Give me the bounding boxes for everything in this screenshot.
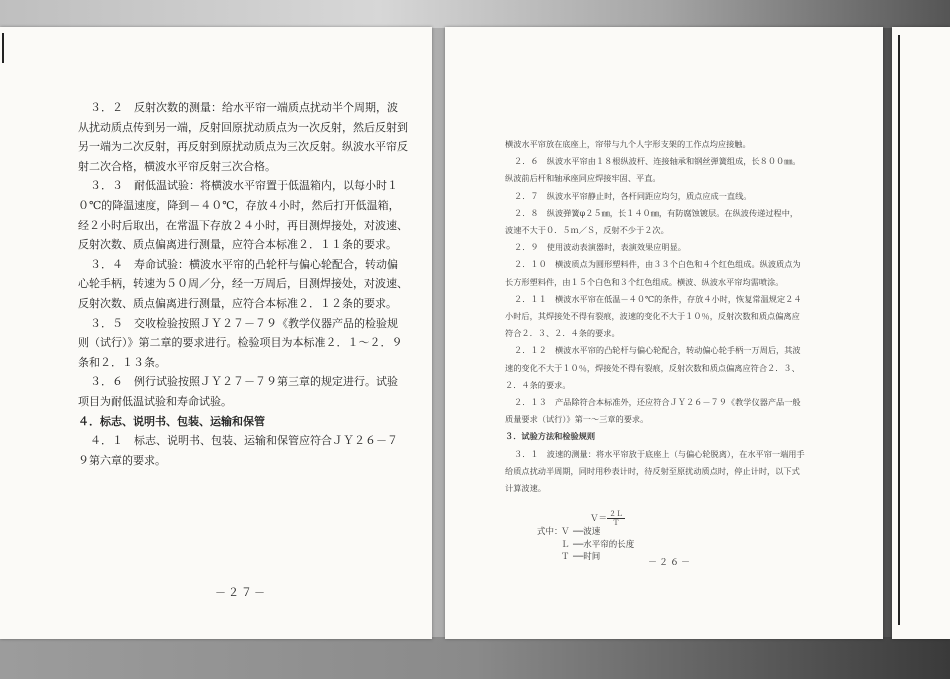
- scan-edge-mark: [2, 33, 4, 63]
- document-page-partial: [892, 27, 950, 639]
- legend-desc: ──波速: [573, 527, 601, 537]
- section-3-heading: ３．试验方法和检验规则: [505, 431, 596, 442]
- section-4-heading: ４．标志、说明书、包装、运输和保管: [78, 414, 265, 428]
- clause-3-1-text: ３．１ 波速的测量：将水平帘放于底座上（与偏心轮脱离），在水平帘一端用手给质点扰动半周期，同时用秒表计时，待反射至原扰动质点时，停止计时，以下式计算波速。: [505, 448, 805, 494]
- clause-2-6: [505, 153, 805, 187]
- clause-3-3-text: ３．３ 耐低温试验：将横波水平帘置于低温箱内，以每小时１０℃的降温速度，降到－４０℃，存放４小时，然后打开低温箱，经２小时后取出，在常温下存放２４小时，再目测焊接处，对波速、反射次数、质点偏离进行测量，应符合本标准２．１１条的要求。: [78, 179, 408, 252]
- clause-2-6-text: ２．６ 纵波水平帘由１８根纵波杆、连接轴承和钢丝弹簧组成，长８００㎜。纵波前后杆和轴承座同应焊接牢固、平直。: [505, 156, 801, 184]
- viewer-top-bar: [0, 0, 950, 28]
- clause-2-10: [505, 256, 805, 290]
- clause-4-1: [78, 431, 408, 470]
- clause-2-10-text: ２．１０ 横波质点为圆形塑料件，由３３个白色和４个红色组成。纵波质点为长方形塑料件，由１５个白色和３个红色组成。横波、纵波水平帘均需喷涂。: [505, 259, 801, 287]
- clause-2-7: [505, 188, 805, 205]
- legend-row: [537, 526, 634, 539]
- clause-3-2: [78, 98, 408, 176]
- legend-symbol: Ｔ: [561, 552, 570, 562]
- clause-2-11: [505, 291, 805, 343]
- formula-fraction: [607, 510, 625, 527]
- wave-speed-formula: [590, 510, 625, 527]
- clause-2-8-text: ２．８ 纵波弹簧φ２５㎜，长１４０㎜，有防腐蚀镀层。在纵波传递过程中，波速不大于０．５ｍ／Ｓ，反射不少于２次。: [505, 207, 799, 236]
- clause-2-13: [505, 394, 805, 428]
- viewer-bottom-bar: [0, 637, 950, 679]
- clause-2-12: [505, 342, 805, 394]
- legend-row: [537, 539, 634, 552]
- formula-numerator: ２Ｌ: [609, 510, 624, 518]
- clause-4-1-text: ４．１ 标志、说明书、包装、运输和保管应符合ＪＹ２６－７９第六章的要求。: [78, 434, 398, 467]
- clause-3-5-text: ３．５ 交收检验按照ＪＹ２７－７９《教学仪器产品的检验规则（试行）》第二章的要求进行。检验项目为本标准２．１～２．９条和２．１３条。: [78, 316, 403, 369]
- clause-2-11-text: ２．１１ 横波水平帘在低温－４０℃的条件，存放４小时，恢复常温规定２４小时后，其焊接处不得有裂痕，波速的变化不大于１０％，反射次数和质点偏离应符合２．３、２．４条的要求。: [505, 293, 802, 339]
- page-27-body: [78, 98, 408, 470]
- clause-3-5: [78, 314, 408, 373]
- clause-3-2-text: ３．２ 反射次数的测量：给水平帘一端质点扰动半个周期，波从扰动质点传到另一端，反射回原扰动质点为一次反射，然后反射到另一端为二次反射，再反射到原扰动质点为三次反射。纵波水平帘反射二次合格，横波水平帘反射三次合格。: [78, 101, 408, 173]
- clause-2-13-text: ２．１３ 产品除符合本标准外，还应符合ＪＹ２６－７９《教学仪器产品一般质量要求（试行）》第一～三章的要求。: [505, 397, 801, 425]
- clause-3-4: [78, 255, 408, 314]
- legend-prefix: 式中：: [537, 527, 563, 537]
- clause-3-6-text: ３．６ 例行试验按照ＪＹ２７－７９第三章的规定进行。试验项目为耐低温试验和寿命试验。: [78, 375, 398, 408]
- clause-3-4-text: ３．４ 寿命试验：横波水平帘的凸轮杆与偏心轮配合，转动偏心轮手柄，转速为５０周／分，经一万周后，目测焊接处，对波速、反射次数、质点偏离进行测量，应符合本标准２．１２条的要求。: [78, 257, 408, 310]
- legend-desc: ──水平帘的长度: [573, 539, 635, 550]
- clause-2-5-cont: 横波水平帘放在底座上，帘带与九个人字形支架的工作点均应接触。: [505, 139, 751, 149]
- legend-desc: ──时间: [573, 552, 601, 562]
- page-number-27: －２７－: [215, 586, 267, 599]
- legend-symbol: Ｌ: [561, 539, 570, 550]
- formula-lhs: Ｖ＝: [590, 514, 608, 524]
- clause-2-12-text: ２．１２ 横波水平帘的凸轮杆与偏心轮配合，转动偏心轮手柄一万周后，其波速的变化不大于１０％，焊接处不得有裂痕，反射次数和质点偏离应符合２．３、２．４条的要求。: [505, 345, 801, 390]
- clause-2-8: [505, 205, 805, 239]
- clause-2-9: [505, 239, 805, 256]
- legend-row: [537, 551, 634, 564]
- legend-symbol: Ｖ: [561, 527, 570, 537]
- clause-2-7-text: ２．７ 纵波水平帘静止时，各杆同距应均匀，质点应成一直线。: [514, 190, 752, 201]
- page-26-body: [505, 136, 805, 497]
- clause-3-3: [78, 176, 408, 254]
- clause-3-6: [78, 372, 408, 411]
- clause-3-1: [505, 446, 805, 498]
- formula-denominator: Ｔ: [612, 519, 620, 527]
- page-number-26: －２６－: [648, 558, 693, 568]
- scan-edge-line: [898, 35, 900, 625]
- formula-legend: [537, 526, 634, 564]
- clause-2-9-text: ２．９ 使用波动表演器时，表演效果应明显。: [514, 242, 686, 253]
